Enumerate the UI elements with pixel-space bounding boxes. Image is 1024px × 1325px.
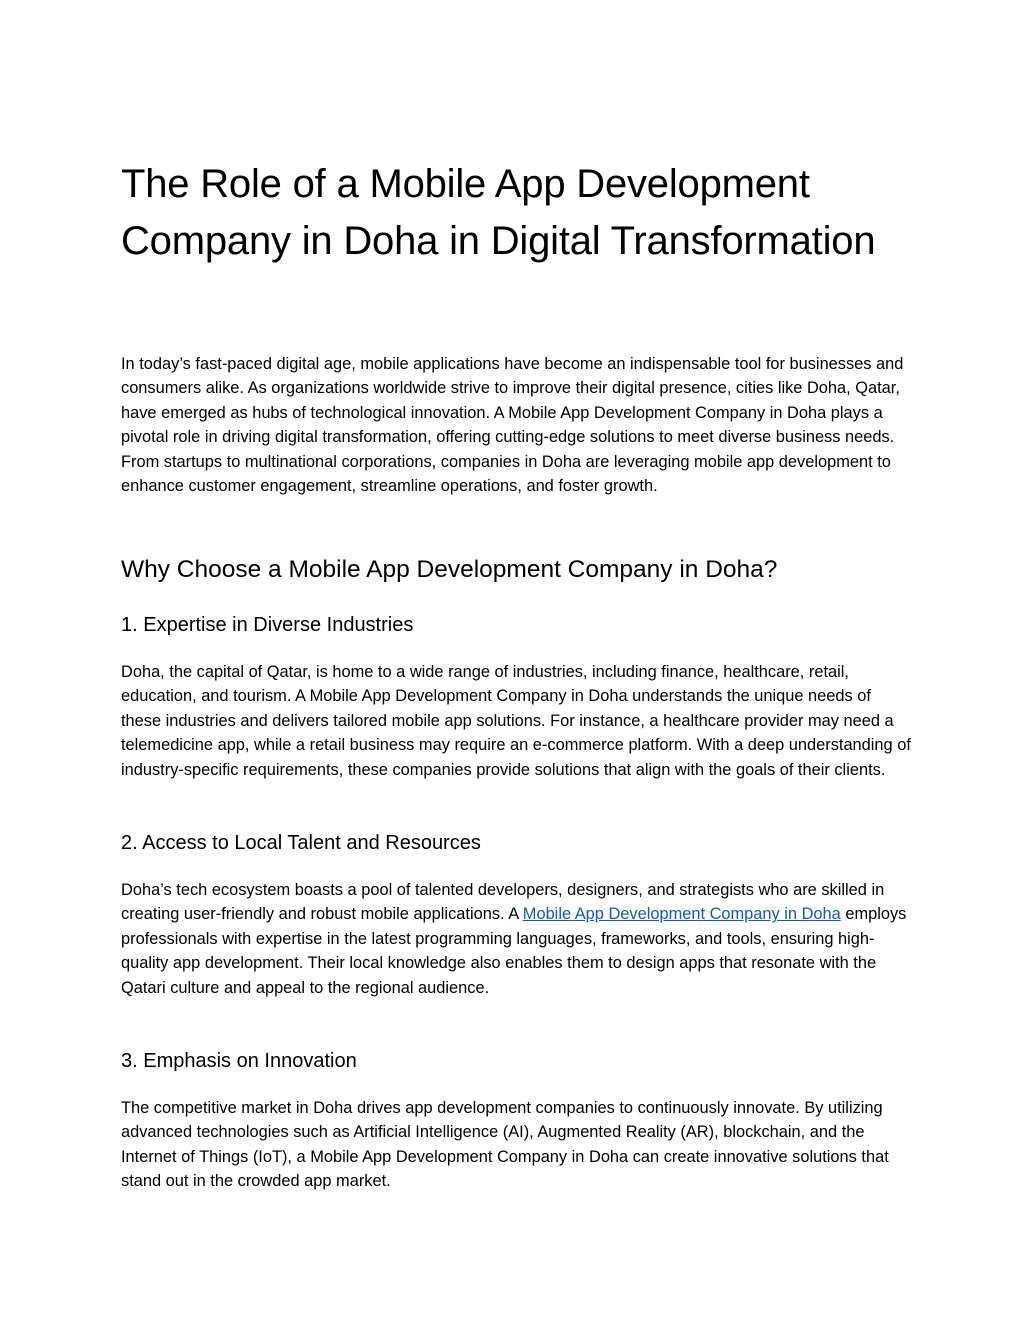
- subheading-innovation: 3. Emphasis on Innovation: [121, 1050, 357, 1072]
- paragraph-local-talent: [121, 878, 911, 1000]
- company-link[interactable]: Mobile App Development Company in Doha: [522, 905, 841, 924]
- paragraph-innovation: The competitive market in Doha drives app development companies to continuously innovate. By utilizing advanced technologies such as Artificial Intelligence (AI), Augmented Reality (AR), blockchain, and the Internet of Things (IoT), a Mobile App Development Company in Doha can create innovative solutions that stand out in the crowded app market.: [121, 1099, 889, 1191]
- subheading-expertise: 1. Expertise in Diverse Industries: [121, 614, 414, 636]
- paragraph-expertise: Doha, the capital of Qatar, is home to a wide range of industries, including finance, healthcare, retail, education, and tourism. A Mobile App Development Company in Doha understands the unique needs of these industries and delivers tailored mobile app solutions. For instance, a healthcare provider may need a telemedicine app, while a retail business may require an e-commerce platform. With a deep understanding of industry-specific requirements, these companies provide solutions that align with the goals of their clients.: [121, 663, 911, 779]
- document-title: The Role of a Mobile App Development Company in Doha in Digital Transformation: [121, 162, 876, 263]
- paragraph-text-after-link: employs professionals with expertise in the latest programming languages, frameworks, and tools, ensuring high-quality app development. Their local knowledge also enables them to design apps that resonate with the Qatari culture and appeal to the regional audience.: [121, 905, 907, 997]
- subheading-local-talent: 2. Access to Local Talent and Resources: [121, 832, 481, 854]
- intro-paragraph: In today’s fast-paced digital age, mobile applications have become an indispensable tool for businesses and consumers alike. As organizations worldwide strive to improve their digital presence, cities like Doha, Qatar, have emerged as hubs of technological innovation. A Mobile App Development Company in Doha plays a pivotal role in driving digital transformation, offering cutting-edge solutions to meet diverse business needs. From startups to multinational corporations, companies in Doha are leveraging mobile app development to enhance customer engagement, streamline operations, and foster growth.: [121, 355, 904, 496]
- paragraph-text-before-link: Doha’s tech ecosystem boasts a pool of talented developers, designers, and strategists who are skilled in creating user-friendly and robust mobile applications. A: [121, 881, 885, 924]
- section-heading: Why Choose a Mobile App Development Company in Doha?: [121, 556, 778, 583]
